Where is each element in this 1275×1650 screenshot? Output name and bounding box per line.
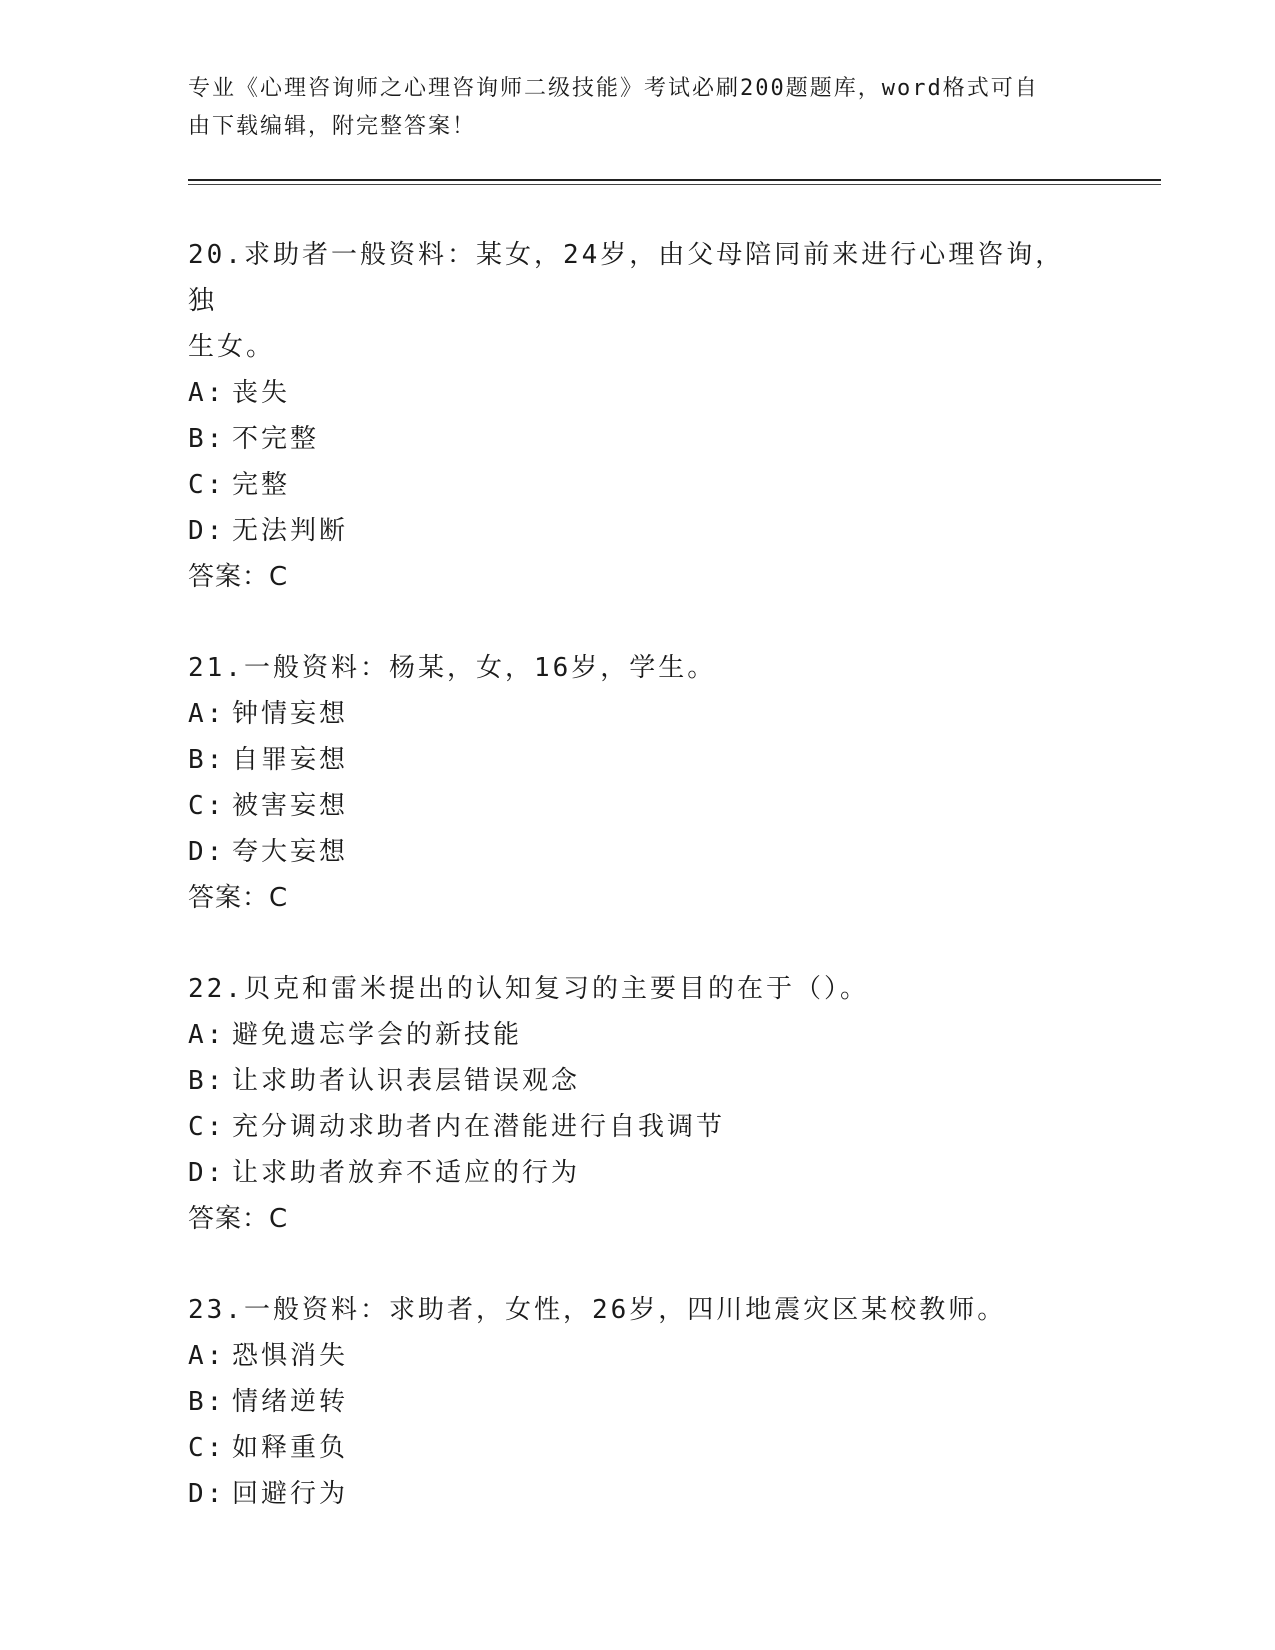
option-text: 充分调动求助者内在潜能进行自我调节 bbox=[232, 1112, 726, 1142]
question-20 bbox=[188, 232, 1088, 600]
option-key: D: bbox=[188, 516, 226, 546]
question-22 bbox=[188, 966, 1088, 1242]
option-text: 让求助者放弃不适应的行为 bbox=[232, 1158, 581, 1188]
header-divider-thick bbox=[188, 179, 1161, 181]
option-b bbox=[188, 1058, 1088, 1104]
option-text: 钟情妄想 bbox=[232, 699, 349, 729]
option-key: A: bbox=[188, 1020, 226, 1050]
option-a bbox=[188, 691, 1088, 737]
document-header bbox=[188, 70, 1068, 146]
option-text: 丧失 bbox=[232, 378, 291, 408]
option-text: 让求助者认识表层错误观念 bbox=[232, 1066, 581, 1096]
option-b bbox=[188, 416, 1088, 462]
option-d bbox=[188, 829, 1088, 875]
option-key: C: bbox=[188, 1433, 226, 1463]
option-d bbox=[188, 1150, 1088, 1196]
answer-line: 答案：C bbox=[188, 883, 289, 913]
header-divider-thin bbox=[188, 184, 1161, 185]
option-key: A: bbox=[188, 378, 226, 408]
question-stem-continued: 生女。 bbox=[188, 332, 276, 362]
option-key: C: bbox=[188, 470, 226, 500]
option-key: B: bbox=[188, 1387, 226, 1417]
question-stem: 20.求助者一般资料：某女，24岁，由父母陪同前来进行心理咨询，独 bbox=[188, 240, 1065, 316]
option-text: 恐惧消失 bbox=[232, 1341, 349, 1371]
option-key: C: bbox=[188, 1112, 226, 1142]
option-a bbox=[188, 370, 1088, 416]
option-text: 回避行为 bbox=[232, 1479, 349, 1509]
option-text: 无法判断 bbox=[232, 516, 349, 546]
option-c bbox=[188, 783, 1088, 829]
option-a bbox=[188, 1012, 1088, 1058]
option-key: D: bbox=[188, 1158, 226, 1188]
option-text: 不完整 bbox=[232, 424, 320, 454]
option-d bbox=[188, 508, 1088, 554]
option-text: 情绪逆转 bbox=[232, 1387, 349, 1417]
header-line-1: 专业《心理咨询师之心理咨询师二级技能》考试必刷200题题库，word格式可自 bbox=[188, 76, 1039, 101]
option-b bbox=[188, 737, 1088, 783]
option-text: 避免遗忘学会的新技能 bbox=[232, 1020, 523, 1050]
option-a bbox=[188, 1333, 1088, 1379]
option-text: 自罪妄想 bbox=[232, 745, 349, 775]
option-key: A: bbox=[188, 1341, 226, 1371]
option-c bbox=[188, 462, 1088, 508]
option-text: 夸大妄想 bbox=[232, 837, 349, 867]
question-stem: 21.一般资料：杨某，女，16岁，学生。 bbox=[188, 653, 717, 683]
option-b bbox=[188, 1379, 1088, 1425]
option-d bbox=[188, 1471, 1088, 1517]
answer-line: 答案：C bbox=[188, 1204, 289, 1234]
option-c bbox=[188, 1425, 1088, 1471]
option-key: B: bbox=[188, 745, 226, 775]
question-list bbox=[188, 232, 1088, 1562]
option-text: 被害妄想 bbox=[232, 791, 349, 821]
option-key: C: bbox=[188, 791, 226, 821]
option-text: 完整 bbox=[232, 470, 291, 500]
option-key: B: bbox=[188, 424, 226, 454]
question-23 bbox=[188, 1287, 1088, 1517]
question-21 bbox=[188, 645, 1088, 921]
option-key: B: bbox=[188, 1066, 226, 1096]
option-c bbox=[188, 1104, 1088, 1150]
option-key: A: bbox=[188, 699, 226, 729]
option-key: D: bbox=[188, 1479, 226, 1509]
option-text: 如释重负 bbox=[232, 1433, 349, 1463]
answer-line: 答案：C bbox=[188, 562, 289, 592]
question-stem: 22.贝克和雷米提出的认知复习的主要目的在于（）。 bbox=[188, 974, 869, 1004]
question-stem: 23.一般资料：求助者，女性，26岁，四川地震灾区某校教师。 bbox=[188, 1295, 1007, 1325]
option-key: D: bbox=[188, 837, 226, 867]
header-line-2: 由下载编辑，附完整答案！ bbox=[188, 114, 477, 139]
